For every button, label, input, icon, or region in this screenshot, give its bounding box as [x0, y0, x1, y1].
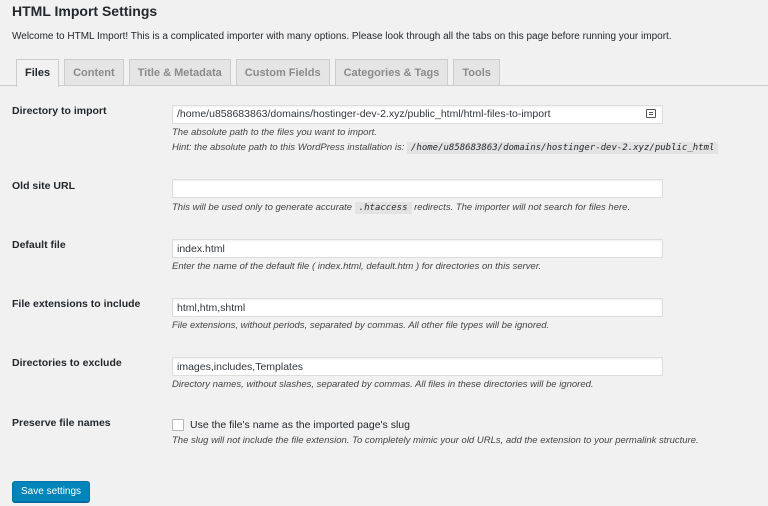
exclude-input[interactable] — [172, 357, 663, 376]
exclude-label: Directories to exclude — [12, 357, 122, 369]
old-url-description — [172, 202, 630, 213]
tab-content[interactable]: Content — [64, 59, 124, 85]
old-url-label: Old site URL — [12, 180, 76, 192]
extensions-label: File extensions to include — [12, 298, 141, 310]
old-url-input[interactable] — [172, 179, 663, 198]
settings-tabs — [16, 59, 768, 86]
directory-label: Directory to import — [12, 105, 107, 117]
intro-text: Welcome to HTML Import! This is a complicated importer with many options. Please look through all the tabs on this page before running your import. — [12, 31, 672, 42]
extensions-description: File extensions, without periods, separated by commas. All other file types will be ignored. — [172, 320, 550, 331]
page-title: HTML Import Settings — [12, 3, 158, 19]
default-file-description: Enter the name of the default file ( index.html, default.htm ) for directories on this server. — [172, 261, 542, 272]
wordpress-path-code: /home/u858683863/domains/hostinger-dev-2.xyz/public_html — [407, 142, 718, 154]
tab-custom-fields[interactable]: Custom Fields — [236, 59, 330, 85]
save-settings-button[interactable]: Save settings — [12, 481, 90, 502]
old-url-desc-suffix: redirects. The importer will not search for files here. — [414, 202, 631, 213]
extensions-input[interactable] — [172, 298, 663, 317]
directory-value: /home/u858683863/domains/hostinger-dev-2.xyz/public_html/html-files-to-import — [177, 108, 551, 120]
directory-hint-text: Hint: the absolute path to this WordPress installation is: — [172, 142, 405, 153]
directory-description: The absolute path to the files you want to import. — [172, 127, 377, 138]
htaccess-code: .htaccess — [355, 202, 412, 214]
tab-tools[interactable]: Tools — [453, 59, 500, 85]
tab-files[interactable]: Files — [16, 59, 59, 87]
preserve-checkbox[interactable] — [172, 419, 184, 431]
exclude-description: Directory names, without slashes, separated by commas. All files in these directories will be ignored. — [172, 379, 594, 390]
default-file-label: Default file — [12, 239, 66, 251]
default-file-input[interactable] — [172, 239, 663, 258]
preserve-description: The slug will not include the file extension. To completely mimic your old URLs, add the extension to your permalink structure. — [172, 435, 699, 446]
tab-title-metadata[interactable]: Title & Metadata — [129, 59, 231, 85]
tab-categories-tags[interactable]: Categories & Tags — [335, 59, 449, 85]
directory-hint — [172, 142, 718, 153]
address-card-icon — [646, 109, 656, 118]
preserve-label: Preserve file names — [12, 417, 111, 429]
directory-field[interactable] — [172, 105, 663, 124]
preserve-checkbox-label[interactable]: Use the file's name as the imported page's slug — [190, 419, 410, 431]
old-url-desc-prefix: This will be used only to generate accurate — [172, 202, 353, 213]
